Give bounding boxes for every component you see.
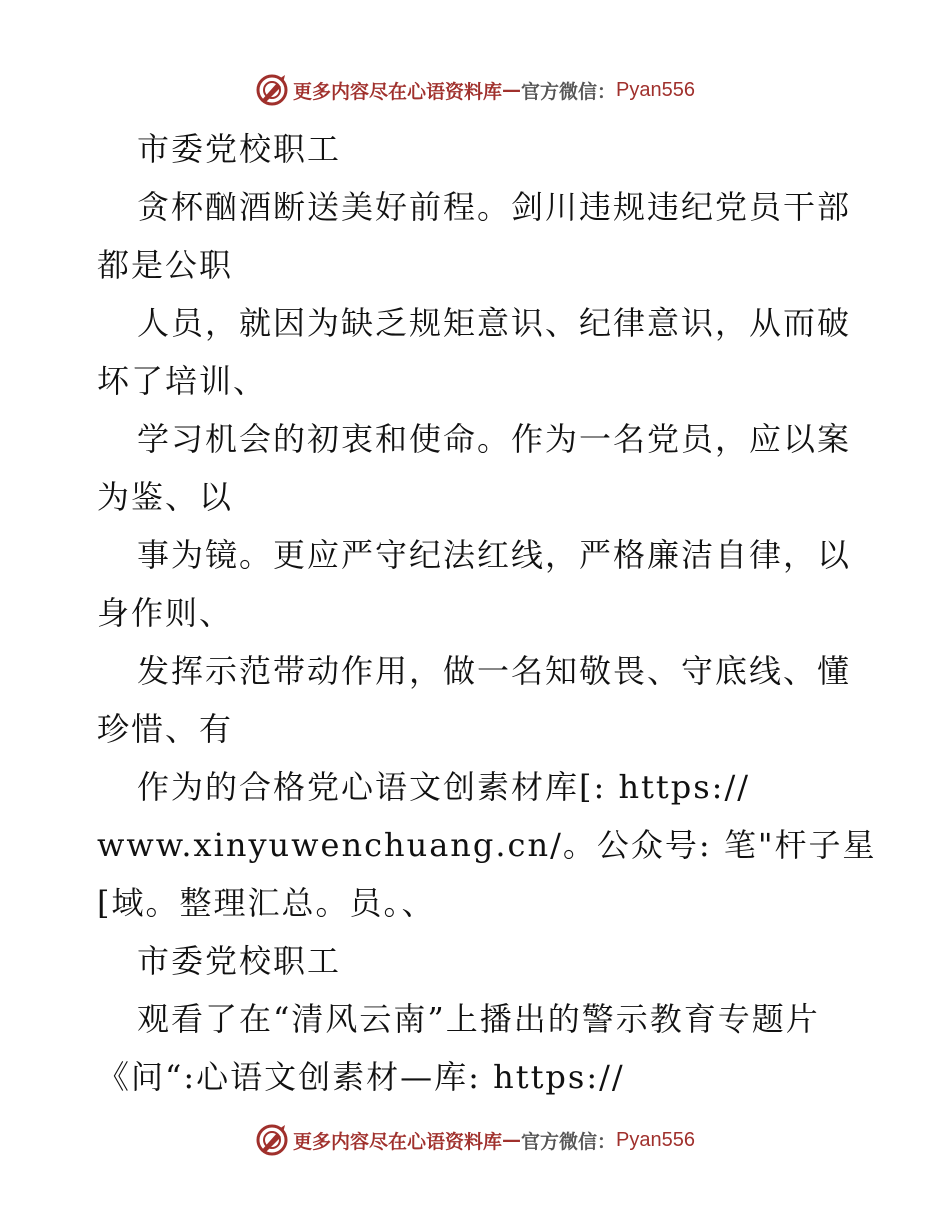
- text-line: 市委党校职工: [137, 130, 342, 168]
- text-line: 人员，就因为缺乏规矩意识、纪律意识，从而破: [137, 304, 852, 342]
- text-line: [域。整理汇总。员。、: [97, 884, 436, 922]
- text-line: 观看了在“清风云南”上播出的警示教育专题片: [137, 1000, 820, 1038]
- header-wechat-label: 官方微信：: [521, 80, 617, 103]
- text-line: 珍惜、有: [97, 710, 234, 748]
- text-line: 市委党校职工: [137, 942, 342, 980]
- footer-dash: —: [502, 1129, 522, 1151]
- logo-icon: [255, 73, 289, 107]
- text-line: 为鉴、以: [97, 478, 234, 516]
- footer-brand: 更多内容尽在心语资料库: [293, 1130, 503, 1153]
- text-line: 坏了培训、: [97, 362, 268, 400]
- text-line: 发挥示范带动作用，做一名知敬畏、守底线、懂: [137, 652, 852, 690]
- text-line: 作为的合格党心语文创素材库[: https://: [137, 768, 751, 806]
- header-brand: 更多内容尽在心语资料库: [293, 80, 503, 103]
- footer-banner: [0, 1120, 950, 1160]
- header-dash: —: [502, 79, 522, 101]
- header-banner: [0, 70, 950, 110]
- document-body: [97, 120, 877, 1106]
- text-line: www.xinyuwenchuang.cn/。公众号: 笔"杆子星: [97, 826, 877, 864]
- text-line: 贪杯酗酒断送美好前程。剑川违规违纪党员干部: [137, 188, 852, 226]
- footer-wechat-id: Pyan556: [616, 1128, 695, 1151]
- text-line: 《问“:心语文创素材—库: https://: [97, 1058, 625, 1096]
- text-line: 事为镜。更应严守纪法红线，严格廉洁自律，以: [137, 536, 852, 574]
- text-line: 身作则、: [97, 594, 234, 632]
- logo-icon: [255, 1123, 289, 1157]
- header-wechat-id: Pyan556: [616, 78, 695, 101]
- text-line: 都是公职: [97, 246, 234, 284]
- text-line: 学习机会的初衷和使命。作为一名党员，应以案: [137, 420, 852, 458]
- footer-wechat-label: 官方微信：: [521, 1130, 617, 1153]
